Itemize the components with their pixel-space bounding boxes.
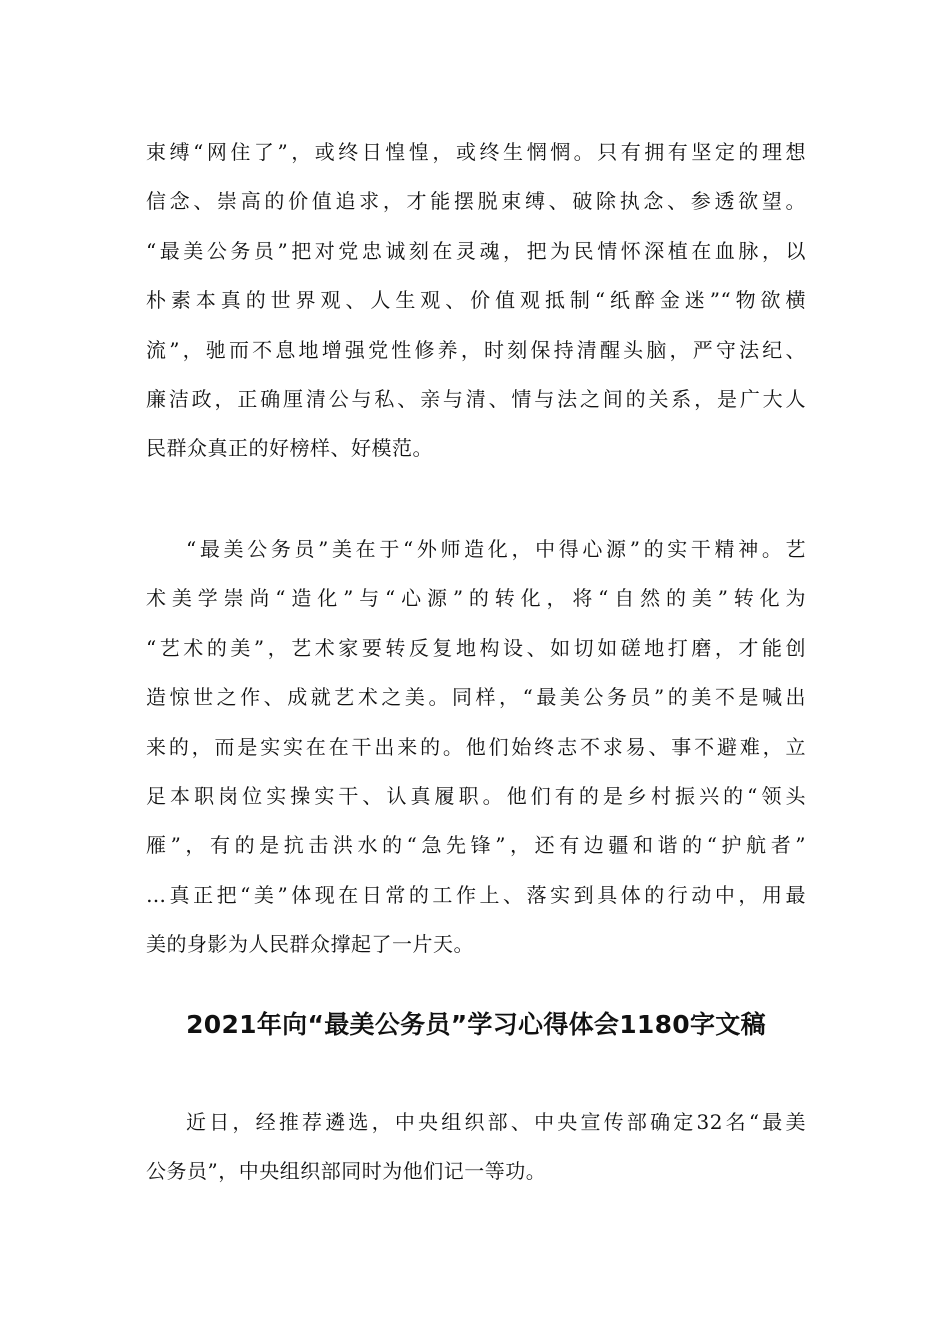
text-line: 公务员”，中央组织部同时为他们记一等功。 [146,1159,547,1184]
text-line: 廉洁政，正确厘清公与私、亲与清、情与法之间的关系，是广大人 [146,386,806,411]
text-line: 雁”，有的是抗击洪水的“急先锋”，还有边疆和谐的“护航者” [146,833,806,858]
text-line: 信念、崇高的价值追求，才能摆脱束缚、破除执念、参透欲望。 [146,189,806,214]
text-line: 造惊世之作、成就艺术之美。同样，“最美公务员”的美不是喊出 [146,685,806,710]
text-line: 流”，驰而不息地增强党性修养，时刻保持清醒头脑，严守法纪、 [146,337,806,362]
section-heading: 2021年向“最美公务员”学习心得体会1180字文稿 [186,1010,766,1039]
paragraph-2 [146,525,806,970]
text-line: 来的，而是实实在在干出来的。他们始终志不求易、事不避难，立 [146,734,806,759]
text-line: 民群众真正的好榜样、好模范。 [146,436,433,461]
text-line: “最美公务员”美在于“外师造化，中得心源”的实干精神。艺 [186,537,806,561]
text-line: 足本职岗位实操实干、认真履职。他们有的是乡村振兴的“领头 [146,783,806,808]
text-line: 近日，经推荐遴选，中央组织部、中央宣传部确定32名“最美 [186,1110,806,1134]
text-line: 美的身影为人民群众撑起了一片天。 [146,932,474,957]
text-line: “艺术的美”，艺术家要转反复地构设、如切如磋地打磨，才能创 [146,635,806,660]
text-line: “最美公务员”把对党忠诚刻在灵魂，把为民情怀深植在血脉，以 [146,238,806,263]
text-line: 术美学崇尚“造化”与“心源”的转化，将“自然的美”转化为 [146,586,806,611]
paragraph-1 [146,128,806,474]
intro-paragraph [146,1098,806,1197]
text-line: 束缚“网住了”，或终日惶惶，或终生惘惘。只有拥有坚定的理想 [146,140,806,164]
text-line: 朴素本真的世界观、人生观、价值观抵制“纸醉金迷”“物欲横 [146,288,806,313]
text-line: …真正把“美”体现在日常的工作上、落实到具体的行动中，用最 [146,882,806,907]
